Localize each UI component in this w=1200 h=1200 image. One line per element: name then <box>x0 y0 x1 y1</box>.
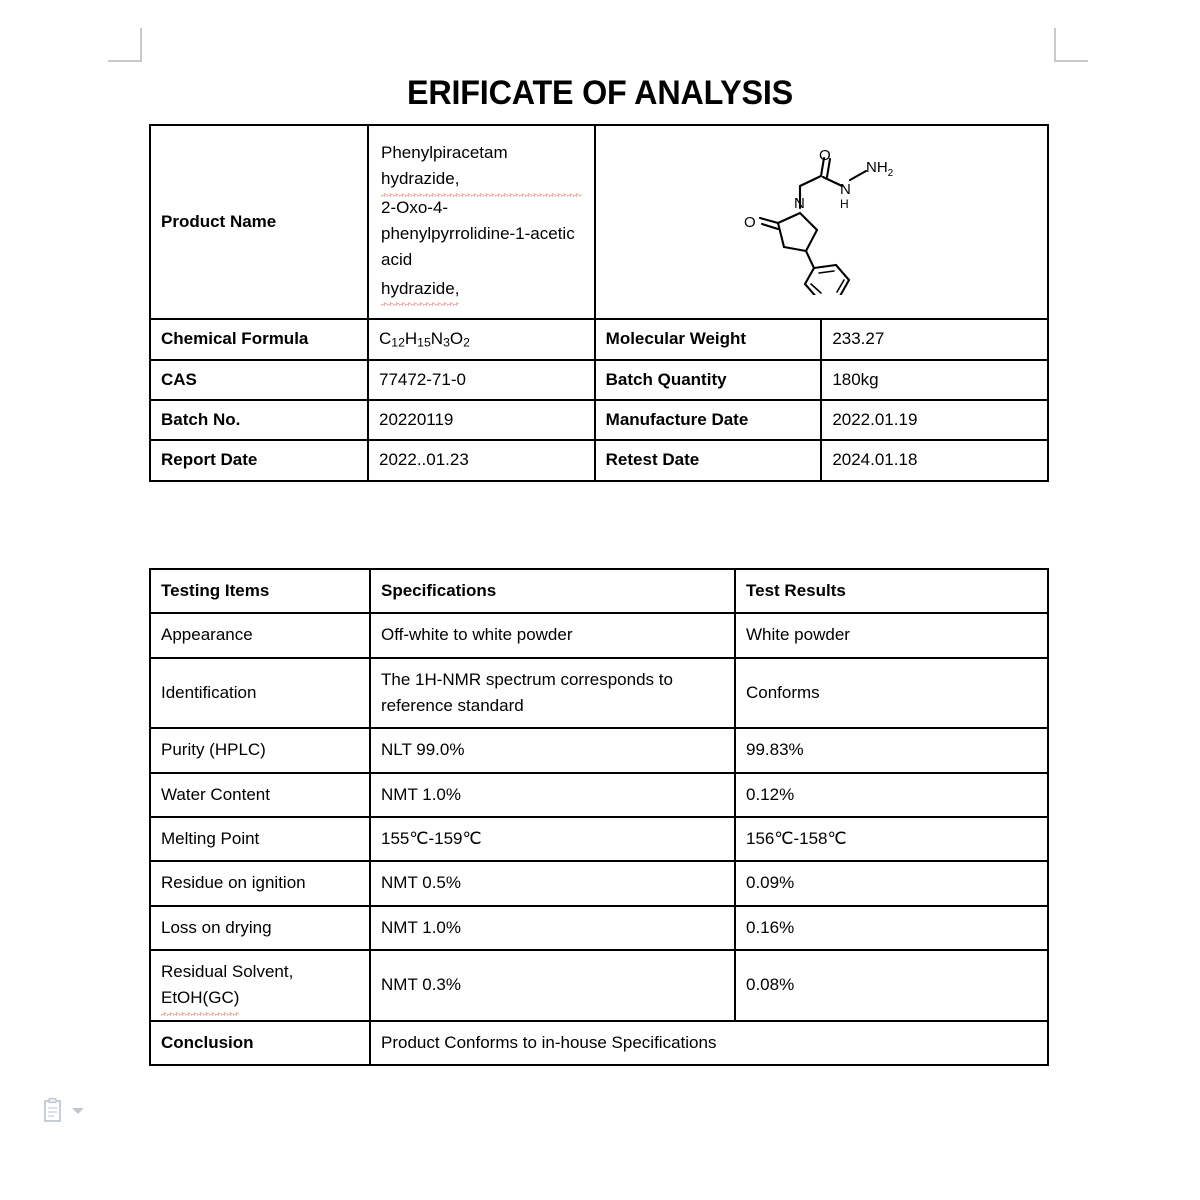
table-header-row <box>150 569 1048 613</box>
result-melting-point: 156℃-158℃ <box>735 817 1048 861</box>
test-item-residue-on-ignition: Residue on ignition <box>150 861 370 905</box>
atom-label-nitrogen-amide: N <box>840 180 852 198</box>
spec-melting-point: 155℃-159℃ <box>370 817 735 861</box>
test-item-appearance: Appearance <box>150 613 370 657</box>
spec-purity: NLT 99.0% <box>370 728 735 772</box>
result-water-content: 0.12% <box>735 773 1048 817</box>
testing-results-table <box>149 568 1049 1066</box>
test-item-loss-on-drying: Loss on drying <box>150 906 370 950</box>
batch-quantity-value: 180kg <box>821 360 1048 400</box>
product-name-line-3: hydrazide, <box>381 276 459 302</box>
report-date-label: Report Date <box>150 440 368 480</box>
batch-no-label: Batch No. <box>150 400 368 440</box>
product-info-table <box>149 124 1049 482</box>
table-row-cas <box>150 360 1048 400</box>
spec-identification: The 1H-NMR spectrum corresponds to reference standard <box>370 658 735 729</box>
table-row <box>150 861 1048 905</box>
molecular-weight-value: 233.27 <box>821 319 1048 360</box>
header-testing-items: Testing Items <box>150 569 370 613</box>
table-row <box>150 658 1048 729</box>
paste-options-widget[interactable] <box>42 1098 92 1124</box>
test-item-melting-point: Melting Point <box>150 817 370 861</box>
residual-solvent-line-1: Residual Solvent, <box>161 962 294 982</box>
spec-appearance: Off-white to white powder <box>370 613 735 657</box>
product-name-label: Product Name <box>150 125 368 319</box>
spec-residual-solvent: NMT 0.3% <box>370 950 735 1021</box>
retest-date-label: Retest Date <box>595 440 822 480</box>
chevron-down-icon[interactable] <box>72 1108 84 1114</box>
header-specifications: Specifications <box>370 569 735 613</box>
conclusion-label: Conclusion <box>150 1021 370 1065</box>
table-row <box>150 906 1048 950</box>
batch-quantity-label: Batch Quantity <box>595 360 822 400</box>
product-name-value <box>368 125 595 319</box>
chemical-structure-image <box>596 148 1047 296</box>
result-purity: 99.83% <box>735 728 1048 772</box>
molecular-weight-label: Molecular Weight <box>595 319 822 360</box>
manufacture-date-label: Manufacture Date <box>595 400 822 440</box>
residual-solvent-line-2: EtOH(GC) <box>161 985 239 1011</box>
spec-residue-on-ignition: NMT 0.5% <box>370 861 735 905</box>
margin-guide-top-right <box>1054 28 1088 62</box>
table-row <box>150 773 1048 817</box>
product-name-line-2: 2-Oxo-4-phenylpyrrolidine-1-acetic acid <box>381 197 575 270</box>
margin-guide-top-left <box>108 28 142 62</box>
test-item-residual-solvent <box>150 950 370 1021</box>
atom-label-hydrogen: H <box>840 196 849 211</box>
test-item-identification: Identification <box>150 658 370 729</box>
page-title: ERIFICATE OF ANALYSIS <box>406 74 794 112</box>
report-date-value: 2022..01.23 <box>368 440 595 480</box>
result-appearance: White powder <box>735 613 1048 657</box>
table-row <box>150 950 1048 1021</box>
header-test-results: Test Results <box>735 569 1048 613</box>
test-item-water-content: Water Content <box>150 773 370 817</box>
atom-label-nitrogen-ring: N <box>794 194 806 212</box>
table-row <box>150 613 1048 657</box>
molecule-icon <box>716 150 926 295</box>
table-row-report-date <box>150 440 1048 480</box>
result-residual-solvent: 0.08% <box>735 950 1048 1021</box>
cas-label: CAS <box>150 360 368 400</box>
result-identification: Conforms <box>735 658 1048 729</box>
conclusion-text: Product Conforms to in-house Specifications <box>370 1021 1048 1065</box>
retest-date-value: 2024.01.18 <box>821 440 1048 480</box>
atom-label-oxygen-carbonyl: O <box>819 149 831 164</box>
table-row-conclusion <box>150 1021 1048 1065</box>
cas-value: 77472-71-0 <box>368 360 595 400</box>
test-item-purity: Purity (HPLC) <box>150 728 370 772</box>
manufacture-date-value: 2022.01.19 <box>821 400 1048 440</box>
result-loss-on-drying: 0.16% <box>735 906 1048 950</box>
table-row-batch-no <box>150 400 1048 440</box>
clipboard-icon <box>42 1098 66 1124</box>
spec-water-content: NMT 1.0% <box>370 773 735 817</box>
product-name-line-1: Phenylpiracetam hydrazide, <box>381 140 582 193</box>
spec-loss-on-drying: NMT 1.0% <box>370 906 735 950</box>
table-row-product-name <box>150 125 1048 319</box>
table-row-chemical-formula <box>150 319 1048 360</box>
batch-no-value: 20220119 <box>368 400 595 440</box>
chemical-formula-value: $C_{12}H_{15}N_3O_2$ <box>368 319 595 360</box>
atom-label-amine: $NH_2$ <box>866 158 894 179</box>
chemical-formula-label: Chemical Formula <box>150 319 368 360</box>
chemical-structure-cell <box>595 125 1048 319</box>
table-row <box>150 728 1048 772</box>
result-residue-on-ignition: 0.09% <box>735 861 1048 905</box>
table-row <box>150 817 1048 861</box>
atom-label-oxygen-ring: O <box>744 213 756 231</box>
